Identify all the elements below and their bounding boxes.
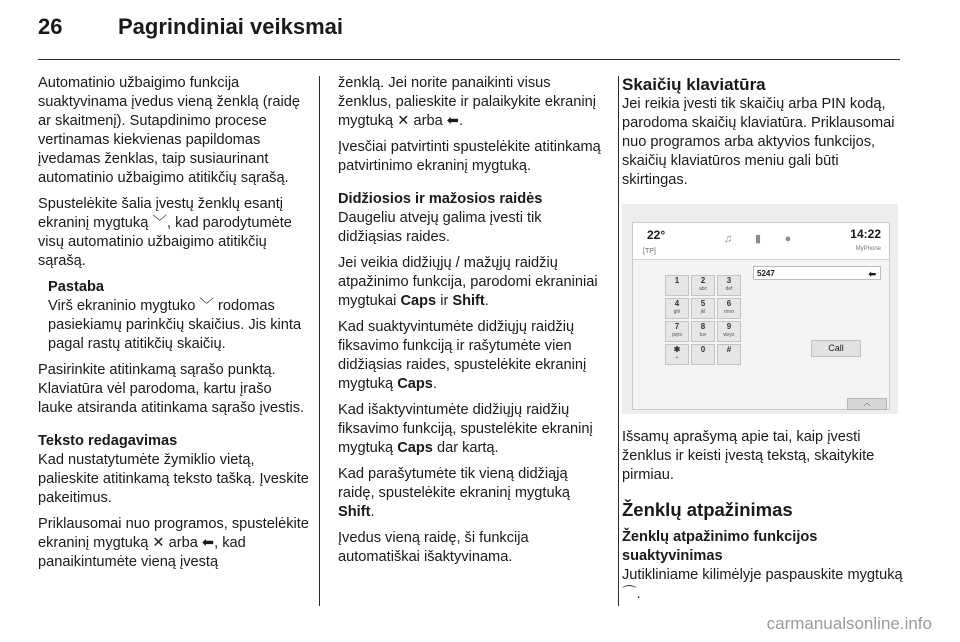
- paragraph: Įvesčiai patvirtinti spustelėkite atitinkamą patvirtinimo ekraninį mygtuką.: [338, 139, 601, 174]
- key-main: 7: [674, 322, 680, 331]
- globe-icon: ●: [784, 233, 792, 245]
- paragraph: [338, 254, 604, 311]
- backspace-icon[interactable]: ⬅: [868, 269, 876, 279]
- header-rule: [38, 59, 900, 60]
- number-value: 5247: [757, 269, 775, 278]
- caps-label: Caps: [397, 376, 433, 392]
- shift-label: Shift: [452, 293, 485, 309]
- key-2[interactable]: [691, 275, 715, 296]
- music-icon: ♫: [723, 233, 733, 245]
- text: Kad suaktyvintumėte didžiųjų raidžių fiksavimo funkciją ir rašytumėte vien didžiąsias raides, spustelėkite ekraninį mygtuką: [338, 319, 587, 392]
- key-sub: +: [675, 355, 679, 361]
- key-sub: def: [725, 286, 733, 292]
- watermark: carmanualsonline.info: [766, 614, 932, 633]
- caps-label: Caps: [397, 440, 433, 456]
- key-7[interactable]: [665, 321, 689, 342]
- shift-label: Shift: [338, 504, 371, 520]
- paragraph: Daugeliu atvejų galima įvesti tik didžiąsias raides.: [338, 210, 542, 245]
- paragraph: Jutikliniame kilimėlyje paspauskite mygtuką ⌒.: [622, 567, 903, 602]
- phone-icon: ▮: [754, 233, 762, 245]
- number-input[interactable]: [753, 266, 881, 280]
- key-4[interactable]: [665, 298, 689, 319]
- key-6[interactable]: [717, 298, 741, 319]
- key-5[interactable]: [691, 298, 715, 319]
- key-8[interactable]: [691, 321, 715, 342]
- paragraph: Išsamų aprašymą apie tai, kaip įvesti ženklus ir keisti įvestą tekstą, skaitykite pirmiau.: [622, 429, 875, 483]
- key-sub: ghi: [673, 309, 681, 315]
- chevron-up-icon[interactable]: ︿: [847, 398, 887, 410]
- infotainment-screen: [632, 222, 890, 410]
- status-bar: [633, 223, 889, 260]
- paragraph: Pasirinkite atitinkamą sąrašo punktą. Klaviatūra vėl parodoma, kartu įrašo lauke atsiranda atitinkama sąrašo įvestis.: [38, 362, 305, 416]
- key-0[interactable]: [691, 344, 715, 365]
- section-heading: Skaičių klaviatūra: [622, 75, 766, 94]
- paragraph: Automatinio užbaigimo funkcija suaktyvinama įvedus vieną ženklą (raidę ar skaitmenį). Sutapdinimo procese vertinamas kiekvienas papildomas įvedamas ženklas, taip susiaurinant automatinio užbaigimo atitikčių sąrašą.: [38, 75, 301, 186]
- text: .: [432, 376, 437, 392]
- section-heading: Teksto redagavimas: [38, 433, 178, 449]
- page-number: 26: [38, 14, 63, 39]
- text: ir: [436, 293, 453, 309]
- paragraph: Jei reikia įvesti tik skaičių arba PIN kodą, parodoma skaičių klaviatūra. Priklausomai nuo programos arba aktyvios funkcijos, skaičių klaviatūros meniu gali būti skirtingas.: [622, 96, 895, 188]
- text: .: [484, 293, 489, 309]
- paragraph: Įvedus vieną raidę, ši funkcija automatiškai išaktyvinama.: [338, 530, 529, 565]
- key-main: 6: [726, 299, 732, 308]
- note-block: [38, 278, 310, 354]
- tp-indicator: [TP]: [643, 248, 656, 255]
- key-main: 4: [674, 299, 680, 308]
- section-heading: Ženklų atpažinimas: [622, 499, 793, 520]
- paragraph: [338, 401, 604, 458]
- column-2: [338, 74, 604, 574]
- key-3[interactable]: [717, 275, 741, 296]
- clock: 14:22: [850, 227, 881, 241]
- page-title: Pagrindiniai veiksmai: [118, 14, 343, 39]
- key-star[interactable]: [665, 344, 689, 365]
- key-1[interactable]: [665, 275, 689, 296]
- key-main: 1: [674, 276, 680, 285]
- call-button[interactable]: Call: [811, 340, 861, 357]
- key-main: ✱: [673, 345, 681, 354]
- paragraph: Kad nustatytumėte žymiklio vietą, palieskite atitinkamą teksto tašką. Įveskite pakeitimus.: [38, 452, 309, 506]
- key-main: 2: [700, 276, 706, 285]
- column-1: [38, 74, 310, 579]
- subsection-heading: Ženklų atpažinimo funkcijos suaktyvinimas: [622, 529, 818, 564]
- note-text: Virš ekraninio mygtuko ﹀ rodomas pasiekiamų parinkčių skaičius. Jis kinta pagal rastų atitikčių skaičių.: [48, 298, 302, 352]
- column-3: [622, 74, 904, 611]
- paragraph: [338, 318, 604, 394]
- key-main: 8: [700, 322, 706, 331]
- text: dar kartą.: [432, 440, 499, 456]
- key-main: 3: [726, 276, 732, 285]
- key-hash[interactable]: [717, 344, 741, 365]
- note-title: Pastaba: [48, 279, 104, 295]
- key-sub: jkl: [700, 309, 706, 315]
- key-main: #: [726, 345, 732, 354]
- text: Kad išaktyvintumėte didžiųjų raidžių fiksavimo funkciją, spustelėkite ekraninį mygtuką: [338, 402, 593, 456]
- key-sub: tuv: [699, 332, 707, 338]
- paragraph: Priklausomai nuo programos, spustelėkite ekraninį mygtuką ✕ arba ⬅, kad panaikintumėte vieną įvestą: [38, 516, 309, 570]
- key-sub: wxyz: [723, 332, 735, 338]
- paragraph: Spustelėkite šalia įvestų ženklų esantį ekraninį mygtuką ﹀, kad parodytumėte visų automatinio užbaigimo atitikčių sąrašą.: [38, 196, 292, 269]
- text: Jei veikia didžiųjų / mažųjų raidžių atpažinimo funkcija, parodomi ekraniniai mygtukai: [338, 255, 598, 309]
- key-sub: abc: [698, 286, 708, 292]
- key-sub: pqrs: [672, 332, 682, 338]
- text: .: [370, 504, 375, 520]
- key-9[interactable]: [717, 321, 741, 342]
- key-sub: mno: [724, 309, 734, 315]
- paragraph: ženklą. Jei norite panaikinti visus ženklus, palieskite ir palaikykite ekraninį mygtuką ✕ arba ⬅.: [338, 75, 596, 129]
- paragraph: [338, 465, 604, 522]
- keypad-screenshot: [622, 204, 898, 414]
- phone-name: MyPhone: [855, 246, 881, 252]
- caps-label: Caps: [400, 293, 437, 309]
- key-main: 0: [700, 345, 706, 354]
- section-heading: Didžiosios ir mažosios raidės: [338, 191, 543, 207]
- key-main: 5: [700, 299, 706, 308]
- text: Kad parašytumėte tik vieną didžiąją raidę, spustelėkite ekraninį mygtuką: [338, 466, 570, 501]
- temperature-readout: 22°: [647, 228, 666, 242]
- key-main: 9: [726, 322, 732, 331]
- column-divider-1: [319, 76, 320, 606]
- column-divider-2: [618, 76, 619, 606]
